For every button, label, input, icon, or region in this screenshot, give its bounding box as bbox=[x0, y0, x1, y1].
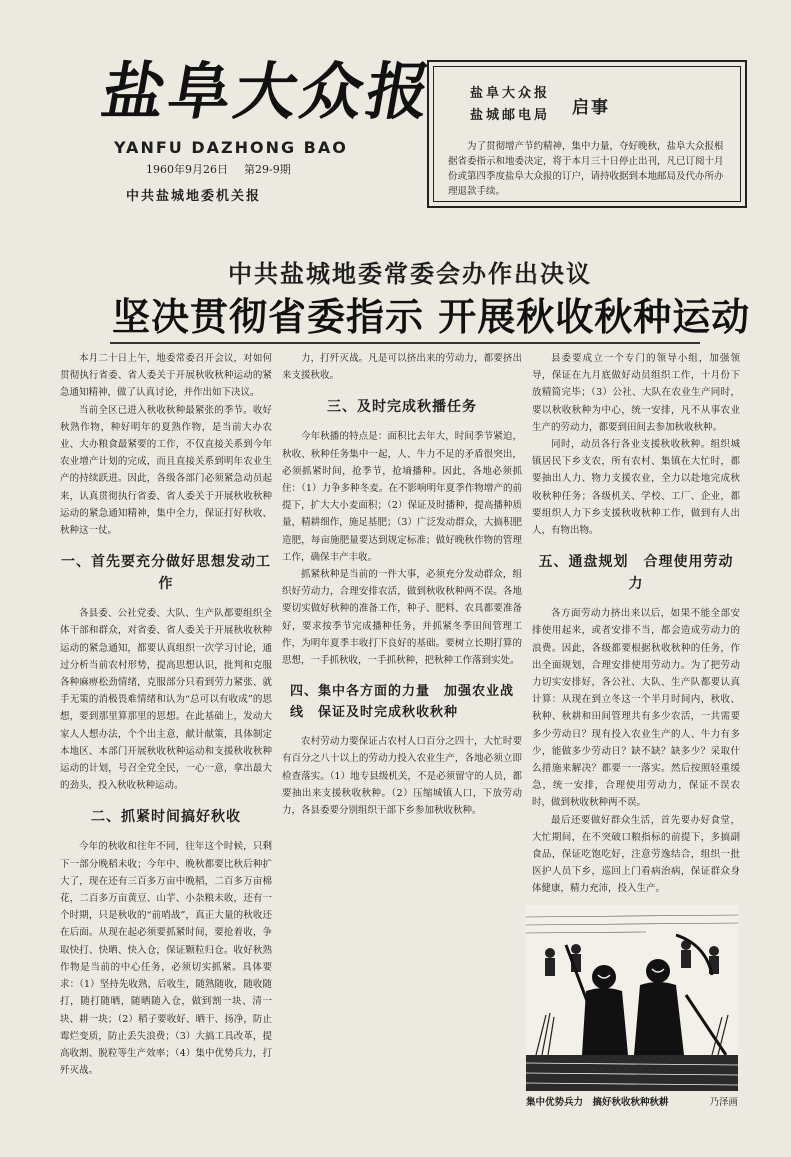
issue-number: 第29-9期 bbox=[244, 163, 291, 176]
column-1 bbox=[60, 350, 272, 1079]
notice-org: 盐阜大众报 bbox=[470, 86, 551, 101]
masthead-org: 中共盐城地委机关报 bbox=[126, 189, 262, 204]
notice-box bbox=[427, 60, 747, 208]
notice-text: 为了贯彻增产节约精神，集中力量，夺好晚秋，盐阜大众报根据省委指示和地委决定，将于本月三十日停止出刊，凡已订阅十月份或第四季度盐阜大众报的订户，请持收据到本地邮局及代办所办理退款手续。 bbox=[448, 141, 724, 197]
headline-rule bbox=[110, 342, 700, 344]
column-2 bbox=[282, 350, 522, 819]
notice-orgs bbox=[470, 83, 550, 127]
article-paragraph: 最后还要做好群众生活，首先要办好食堂，大忙期间，在不突破口粮指标的前提下，多搞副食品，保证吃饱吃好，注意劳逸结合，组织一批医护人员下乡，巡回上门看病治病，保证群众身体健康，精力充沛，投入生产。 bbox=[532, 814, 740, 895]
masthead bbox=[96, 52, 440, 204]
notice-org: 盐城邮电局 bbox=[470, 108, 551, 123]
kicker-headline: 中共盐城地委常委会办作出决议 bbox=[228, 259, 592, 288]
article-paragraph: 各方面劳动力挤出来以后，如果不能全部安排使用起来，或者安排不当，都会造成劳动力的浪费。因此，各级都要根据秋收秋种的任务，作出全面规划，合理安排使用劳动力。为了把劳动力切实安排好，各公社、大队、生产队都要认真计算：从现在到立冬这一个半月时间内，秋收、秋种、秋耕和田间管理共有多少农活，一共需要多少劳动日？现有投入农业生产的人、牛力有多少，能做多少劳动日？缺不缺？缺多少？采取什么措施来解决？都要一一落实。然后按照轻重缓急，统一安排，合理使用劳动力，保证不误农时，做到秋收秋种两不误。 bbox=[532, 608, 740, 809]
column-3 bbox=[532, 350, 740, 898]
article-paragraph: 今年的秋收和往年不同，往年这个时候，只剩下一部分晚稻未收；今年中、晚秋都要比秋后种扩大了，现在还有三百多万亩中晚稻，二百多万亩棉花，二百多万亩黄豆、山芋、小杂粮未收，还有一个时期，只是秋收的“前哨战”，真正大量的秋收还在后面。从现在起必须要抓紧时间，要抢着收，争取快打、快晒、快入仓，保证颗粒归仓。收好秋熟作物是当前的中心任务，必须切实抓紧。具体要求：（1）坚持先收熟，后收生，随熟随收，随收随打，随打随晒，随晒随入仓，做到割一块、清一块、耕一块；（2）稻子要收好、晒干、扬净，防止霉烂变质，防止丢失浪费；（3）大搞工具改革，提高收割、脱粒等生产效率；（4）集中优势兵力，打歼灭战。 bbox=[60, 841, 272, 1077]
article-paragraph: 抓紧秋种是当前的一件大事，必须充分发动群众，组织好劳动力，合理安排农活，做到秋收秋种两不误。各地要切实做好秋种的准备工作，种子、肥料、农具都要准备好，要求按季节完成播种任务，并抓紧冬季田间管理工作，为明年夏季丰收打下良好的基础。要树立长期打算的思想，一手抓秋收，一手抓秋种，把秋种工作落到实处。 bbox=[282, 569, 522, 667]
article-paragraph: 各县委、公社党委、大队、生产队都要组织全体干部和群众，对省委、省人委关于开展秋收秋种运动的紧急通知，都要认真组织一次学习讨论，通过分析当前农村形势，提高思想认识，批判和克服各种麻痹松劲情绪，克服部分只看到劳力紧张、就手无策的消极畏难情绪和认为“总可以有收成”的思想，要到那里算那里的思想。在此基础上，发动大家人人想办法，个个出主意，献计献策，具体制定本地区、本部门开展秋收秋种运动和支援秋收秋种运动的计划，号召全党全民，一心一意，拿出最大的劲头，投入秋收秋种运动。 bbox=[60, 608, 272, 792]
section-heading: 三、及时完成秋播任务 bbox=[327, 399, 477, 416]
masthead-pinyin: YANFU DAZHONG BAO bbox=[114, 138, 348, 157]
article-paragraph: 今年秋播的特点是：面积比去年大，时间季节紧迫，秋收、秋种任务集中一起，人、牛力不足的矛盾很突出，必须抓紧时间，抢季节，抢墒播种。因此，各地必须抓住：（1）力争多种冬麦。在不影响明年夏季作物增产的前提下，扩大大小麦面积；（2）保证及时播种，提高播种质量，精耕细作，施足基肥；（3）广泛发动群众，大搞积肥造肥，每亩施肥量要达到规定标准；做好晚秋作物的管理工作，确保丰产丰收。 bbox=[282, 431, 522, 563]
section-heading: 四、集中各方面的力量 加强农业战线 保证及时完成秋收秋种 bbox=[290, 684, 515, 721]
article-paragraph: 本月二十日上午，地委常委召开会议，对如何贯彻执行省委、省人委关于开展秋收秋种运动的紧急通知精神，做了认真讨论，并作出如下决议。 bbox=[60, 353, 272, 399]
caption-text: 集中优势兵力 搞好秋收秋种秋耕 bbox=[526, 1097, 669, 1108]
masthead-date-line bbox=[146, 161, 396, 177]
article-paragraph: 力，打歼灭战。凡是可以挤出来的劳动力，都要挤出来支援秋收。 bbox=[282, 353, 522, 382]
masthead-title: 盐阜大众报 bbox=[96, 55, 440, 128]
section-heading: 一、首先要充分做好思想发动工作 bbox=[61, 554, 271, 593]
woodcut-illustration bbox=[526, 905, 738, 1091]
main-headline: 坚决贯彻省委指示 开展秋收秋种运动 bbox=[112, 295, 751, 339]
section-heading: 五、通盘规划 合理使用劳动力 bbox=[538, 554, 734, 593]
article-paragraph: 同时，动员各行各业支援秋收秋种。组织城镇居民下乡支农，所有农村、集镇在大忙时，都要抽出人力、物力支援农业，全力以赴地完成秋收秋种任务；各级机关、学校、工厂、企业，都要组织人力下乡支援秋收秋种工作，做到有人出人，有物出物。 bbox=[532, 439, 740, 537]
article-paragraph: 农村劳动力要保证占农村人口百分之四十，大忙时要有百分之八十以上的劳动力投入农业生产，各地必须立即检查落实。（1）地专县级机关，不是必须留守的人员，都要抽出来支援秋收秋种。（2）压缩城镇人口，下放劳动力，各县委要分别组织干部下乡参加秋收秋种。 bbox=[282, 736, 522, 817]
notice-title: 启事 bbox=[572, 97, 611, 118]
illustration-caption bbox=[526, 1094, 738, 1108]
caption-author: 乃泽画 bbox=[709, 1097, 738, 1108]
article-paragraph: 当前全区已进入秋收秋种最紧张的季节。收好秋熟作物，种好明年的夏熟作物，是当前大办农业、大办粮食最紧要的工作，不仅直接关系到今年农业增产计划的完成，而且直接关系到明年农业生产的持续跃进。因此，各级各部门必须紧急动员起来，认真贯彻执行省委、省人委关于开展秋收秋种运动的紧急通知精神，集中全力，保证打好秋收、秋种这一仗。 bbox=[60, 404, 272, 537]
section-heading: 二、抓紧时间搞好秋收 bbox=[91, 809, 241, 826]
issue-date: 1960年9月26日 bbox=[146, 163, 228, 176]
article-paragraph: 县委要成立一个专门的领导小组，加强领导，保证在九月底做好动员组织工作，十月份下放精简完毕；（3）公社、大队在农业生产同时，要以秋收秋种为中心，统一安排，凡不从事农业生产的劳动力，都要到田间去参加秋收秋种。 bbox=[532, 353, 740, 433]
